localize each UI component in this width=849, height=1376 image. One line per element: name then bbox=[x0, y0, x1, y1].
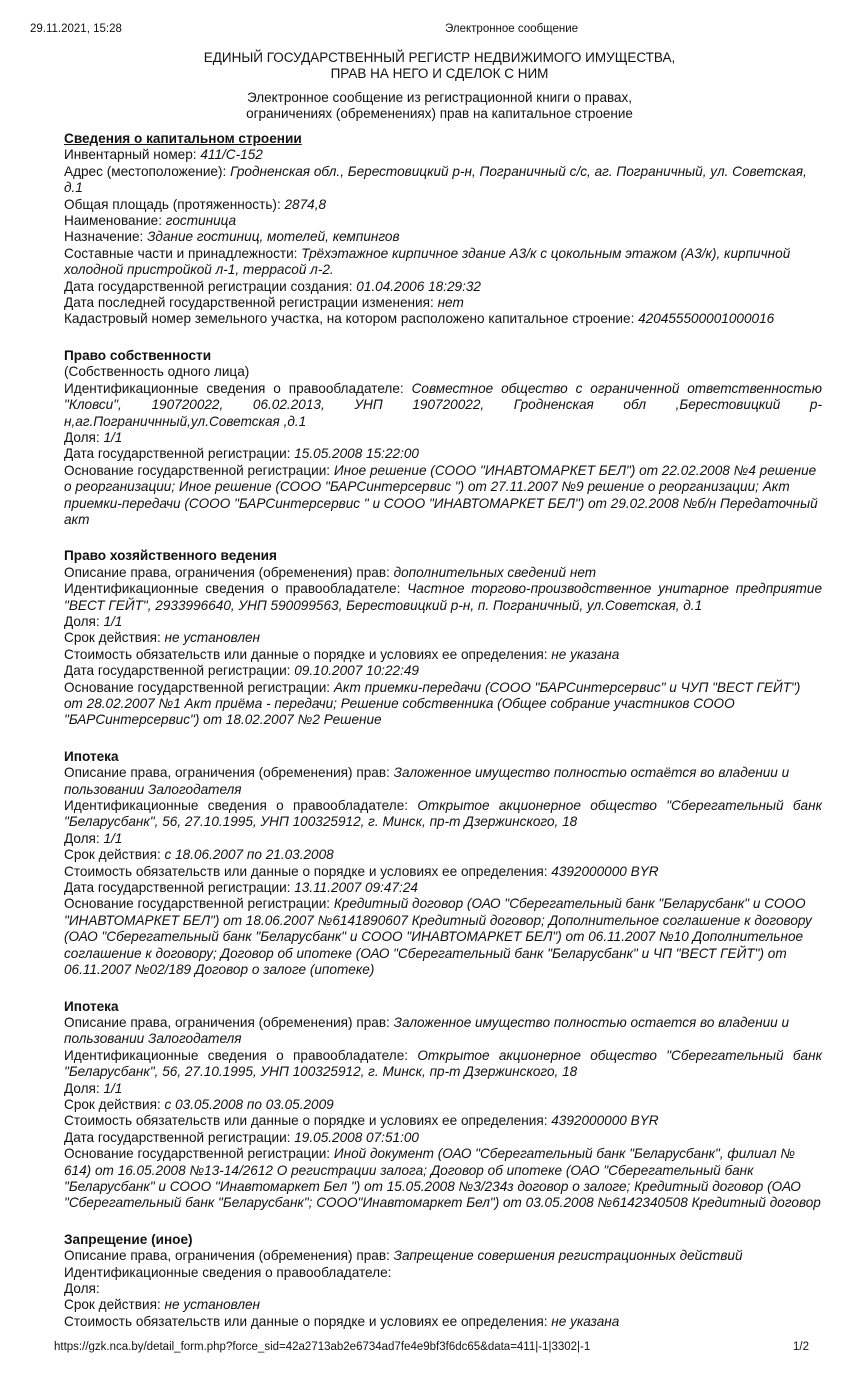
field-row bbox=[64, 1097, 822, 1113]
field-row bbox=[64, 1297, 822, 1313]
field-value: 4392000000 BYR bbox=[551, 1113, 659, 1129]
field-value: 01.04.2006 18:29:32 bbox=[356, 278, 481, 294]
field-label: Стоимость обязательств или данные о порядке и условиях ее определения: bbox=[64, 863, 552, 879]
field-value: 15.05.2008 15:22:00 bbox=[294, 446, 419, 462]
field-value: Акт приемки-передачи (СООО "БАРСинтерсервис" и ЧУП "ВЕСТ ГЕЙТ") от 28.02.2007 №1 Акт приёма - передачи; Решение собственника (Общее собрание участников СООО "БАРСинтерсервис") от 18.02.2007 №2 Решение bbox=[64, 679, 801, 728]
field-value: 1/1 bbox=[103, 830, 123, 846]
field-label: Назначение: bbox=[64, 229, 148, 245]
field-value: дополнительных сведений нет bbox=[393, 564, 597, 580]
field-row bbox=[64, 311, 822, 327]
field-row bbox=[64, 381, 822, 430]
section-title: Запрещение (иное) bbox=[64, 1231, 193, 1247]
field-label: Стоимость обязательств или данные о порядке и условиях ее определения: bbox=[64, 646, 552, 662]
field-row bbox=[64, 1314, 822, 1330]
print-datetime: 29.11.2021, 15:28 bbox=[30, 23, 122, 35]
field-row bbox=[64, 831, 822, 847]
section-mortgage-2 bbox=[64, 999, 822, 1212]
section-ownership-right bbox=[64, 348, 822, 528]
section-building-info bbox=[64, 131, 822, 328]
field-label: Срок действия: bbox=[64, 630, 165, 646]
field-row bbox=[64, 463, 822, 529]
field-label: Дата государственной регистрации: bbox=[64, 446, 295, 462]
page-url: https://gzk.nca.by/detail_form.php?force_sid=42a2713ab2e6734ad7fe4e9bf3f6dc65&data=411|-1|3302|-1 bbox=[54, 1341, 591, 1354]
field-value: Гродненская обл., Берестовицкий р-н, Пограничный с/с, аг. Пограничный, ул. Советская, д.1 bbox=[64, 163, 807, 196]
section-title: Право собственности bbox=[64, 347, 212, 363]
field-label: Дата последней государственной регистрации изменения: bbox=[64, 295, 438, 311]
field-label: Основание государственной регистрации: bbox=[64, 896, 334, 912]
field-value: Кредитный договор (ОАО "Сберегательный банк "Беларусбанк" и СООО "ИНАВТОМАРКЕТ БЕЛ") от 18.06.2007 №6141890607 Кредитный договор; Дополнительное соглашение к договору (ОАО "Сберегательный банк "Беларусбанк" и СООО "ИНАВТОМАРКЕТ БЕЛ") от 06.11.2007 №10 Дополнительное соглашение к договору; Договор об ипотеке (ОАО "Сберегательный банк "Беларусбанк" и ЧП "ВЕСТ ГЕЙТ") от 06.11.2007 №02/189 Договор о залоге (ипотеке) bbox=[64, 896, 812, 978]
field-value: 4392000000 BYR bbox=[551, 863, 659, 879]
section-title: Право хозяйственного ведения bbox=[64, 548, 277, 564]
field-label: Стоимость обязательств или данные о порядке и условиях ее определения: bbox=[64, 1113, 552, 1129]
field-row bbox=[64, 430, 822, 446]
section-prohibition bbox=[64, 1232, 822, 1330]
field-row bbox=[64, 147, 822, 163]
register-title-line1: ЕДИНЫЙ ГОСУДАРСТВЕННЫЙ РЕГИСТР НЕДВИЖИМОГО ИМУЩЕСТВА, bbox=[203, 50, 676, 65]
field-label: Кадастровый номер земельного участка, на котором расположено капитальное строение: bbox=[64, 311, 639, 327]
field-row bbox=[64, 213, 822, 229]
field-row bbox=[64, 1281, 822, 1297]
page-footer bbox=[0, 1330, 849, 1376]
field-label: Основание государственной регистрации: bbox=[64, 1146, 334, 1162]
document-subtitle bbox=[30, 90, 849, 121]
document-subtitle-line1: Электронное сообщение из регистрационной книги о правах, bbox=[246, 90, 633, 105]
page-number: 1/2 bbox=[793, 1341, 809, 1354]
record-sections bbox=[0, 131, 822, 1330]
field-row bbox=[64, 1248, 822, 1264]
field-row bbox=[64, 896, 822, 978]
field-value: 2874,8 bbox=[284, 196, 327, 212]
field-label: Срок действия: bbox=[64, 1297, 165, 1313]
field-value: Открытое акционерное общество "Сберегательный банк "Беларусбанк", 56, 27.10.1995, УНП 100325912, г. Минск, пр-т Дзержинского, 18 bbox=[64, 798, 822, 830]
section-economic-management-right bbox=[64, 548, 822, 728]
field-row bbox=[64, 197, 822, 213]
field-label: Описание права, ограничения (обременения) прав: bbox=[64, 765, 394, 781]
field-row bbox=[64, 765, 822, 798]
field-value: 09.10.2007 10:22:49 bbox=[294, 663, 419, 679]
field-value: 19.05.2008 07:51:00 bbox=[294, 1129, 419, 1145]
page-header bbox=[0, 0, 849, 131]
field-label: Дата государственной регистрации: bbox=[64, 880, 295, 896]
field-label: Идентификационные сведения о правообладателе: bbox=[64, 1047, 418, 1063]
field-value: Запрещение совершения регистрационных действий bbox=[393, 1248, 743, 1264]
field-row bbox=[64, 798, 822, 831]
field-row bbox=[64, 164, 822, 197]
section-title: Сведения о капитальном строении bbox=[64, 131, 302, 146]
field-value: не установлен bbox=[164, 1297, 261, 1313]
field-row bbox=[64, 864, 822, 880]
field-value: 1/1 bbox=[103, 613, 123, 629]
field-row bbox=[64, 680, 822, 729]
field-row bbox=[64, 630, 822, 646]
field-value: с 03.05.2008 по 03.05.2009 bbox=[164, 1096, 334, 1112]
field-row bbox=[64, 229, 822, 245]
field-value: гостиница bbox=[165, 213, 237, 229]
register-title bbox=[30, 50, 849, 81]
field-label: Доля: bbox=[64, 1281, 100, 1296]
field-label: Основание государственной регистрации: bbox=[64, 679, 334, 695]
field-value: Иной документ (ОАО "Сберегательный банк "Беларусбанк", филиал № 614) от 16.05.2008 №13-14/2612 О регистрации залога; Договор об ипотеке (ОАО "Сберегательный банк "Беларусбанк" и СООО "Инавтомаркет Бел ") от 15.05.2008 №3/234з договор о залоге; Кредитный договор (ОАО "Сберегательный банк "Беларусбанк"; СООО"Инавтомаркет Бел") от 03.05.2008 №6142340508 Кредитный договор bbox=[64, 1146, 821, 1211]
field-row bbox=[64, 364, 822, 380]
field-row bbox=[64, 279, 822, 295]
field-value: Здание гостиниц, мотелей, кемпингов bbox=[147, 229, 400, 245]
field-label: Доля: bbox=[64, 429, 104, 445]
field-label: Основание государственной регистрации: bbox=[64, 462, 334, 478]
field-value: Заложенное имущество полностью остается во владении и пользовании Залогодателя bbox=[64, 1014, 790, 1047]
field-label: Общая площадь (протяженность): bbox=[64, 196, 285, 212]
field-row bbox=[64, 1015, 822, 1048]
field-value: 1/1 bbox=[103, 1080, 123, 1096]
document-subtitle-line2: ограничениях (обременениях) прав на капитальное строение bbox=[246, 105, 633, 121]
field-label: Адрес (местоположение): bbox=[64, 163, 231, 179]
field-row bbox=[64, 1130, 822, 1146]
field-row bbox=[64, 1146, 822, 1212]
field-value: 420455500001000016 bbox=[638, 311, 775, 327]
field-value: 411/С-152 bbox=[200, 147, 263, 163]
field-row bbox=[64, 295, 822, 311]
field-row bbox=[64, 446, 822, 462]
section-mortgage-1 bbox=[64, 749, 822, 979]
field-row bbox=[64, 1048, 822, 1081]
field-label: Доля: bbox=[64, 830, 104, 846]
field-label: Описание права, ограничения (обременения) прав: bbox=[64, 1014, 394, 1030]
field-value: не указана bbox=[551, 646, 620, 662]
field-row bbox=[64, 663, 822, 679]
field-row bbox=[64, 581, 822, 614]
field-label: Идентификационные сведения о правообладателе: bbox=[64, 581, 408, 597]
section-title: Ипотека bbox=[64, 748, 119, 764]
field-label: Дата государственной регистрации: bbox=[64, 663, 295, 679]
field-label: Дата государственной регистрации создания: bbox=[64, 278, 357, 294]
field-value: с 18.06.2007 по 21.03.2008 bbox=[164, 847, 334, 863]
field-value: Частное торгово-производственное унитарное предприятие "ВЕСТ ГЕЙТ", 2933996640, УНП 590099563, Берестовицкий р-н, п. Пограничный, ул.Советская, д.1 bbox=[64, 581, 823, 613]
field-row bbox=[64, 1113, 822, 1129]
field-value: нет bbox=[437, 295, 464, 311]
field-label: Стоимость обязательств или данные о порядке и условиях ее определения: bbox=[64, 1313, 552, 1329]
field-label: Составные части и принадлежности: bbox=[64, 245, 302, 261]
field-label: Наименование: bbox=[64, 213, 166, 229]
field-row bbox=[64, 246, 822, 279]
register-title-line2: ПРАВ НА НЕГО И СДЕЛОК С НИМ bbox=[330, 65, 549, 81]
section-title: Ипотека bbox=[64, 998, 119, 1014]
field-value: не указана bbox=[551, 1313, 620, 1329]
field-value: Совместное общество с ограниченной ответственностью "Кловси", 190720022, 06.02.2013, УНП 190720022, Гродненская обл ,Берестовицкий р-н,аг.Пограничнный,ул.Советская ,д.1 bbox=[64, 380, 822, 429]
field-label: Доля: bbox=[64, 1080, 104, 1096]
field-value: 1/1 bbox=[103, 429, 123, 445]
field-label: Дата государственной регистрации: bbox=[64, 1129, 295, 1145]
field-label: Описание права, ограничения (обременения) прав: bbox=[64, 1248, 394, 1264]
field-label: (Собственность одного лица) bbox=[64, 364, 250, 380]
field-label: Срок действия: bbox=[64, 1096, 165, 1112]
field-value: Открытое акционерное общество "Сберегательный банк "Беларусбанк", 56, 27.10.1995, УНП 100325912, г. Минск, пр-т Дзержинского, 18 bbox=[64, 1047, 822, 1080]
field-row bbox=[64, 1081, 822, 1097]
field-label: Срок действия: bbox=[64, 847, 165, 863]
field-row bbox=[64, 1265, 822, 1281]
field-row bbox=[64, 565, 822, 581]
field-label: Идентификационные сведения о правообладателе: bbox=[64, 380, 412, 396]
print-document-title: Электронное сообщение bbox=[445, 23, 579, 35]
field-label: Идентификационные сведения о правообладателе: bbox=[64, 798, 418, 814]
field-value: не установлен bbox=[164, 630, 261, 646]
field-value: Трёхэтажное кирпичное здание А3/к с цокольным этажом (А3/к), кирпичной холодной пристройкой л-1, террасой л-2. bbox=[64, 245, 791, 278]
field-label: Идентификационные сведения о правообладателе: bbox=[64, 1264, 392, 1280]
field-row bbox=[64, 614, 822, 630]
field-value: Иное решение (СООО "ИНАВТОМАРКЕТ БЕЛ") от 22.02.2008 №4 решение о реорганизации; Иное решение (СООО "БАРСинтерсервис ") от 27.11.2007 №9 решение о реорганизации; Акт приемки-передачи (СООО "БАРСинтерсервис " и СООО "ИНАВТОМАРКЕТ БЕЛ") от 29.02.2008 №б/н Передаточный акт bbox=[64, 462, 818, 527]
field-value: 13.11.2007 09:47:24 bbox=[294, 880, 418, 896]
field-label: Доля: bbox=[64, 613, 104, 629]
field-value: Заложенное имущество полностью остаётся во владении и пользовании Залогодателя bbox=[64, 765, 790, 797]
field-row bbox=[64, 847, 822, 863]
field-row bbox=[64, 880, 822, 896]
field-label: Инвентарный номер: bbox=[64, 147, 201, 163]
field-label: Описание права, ограничения (обременения) прав: bbox=[64, 564, 394, 580]
field-row bbox=[64, 647, 822, 663]
